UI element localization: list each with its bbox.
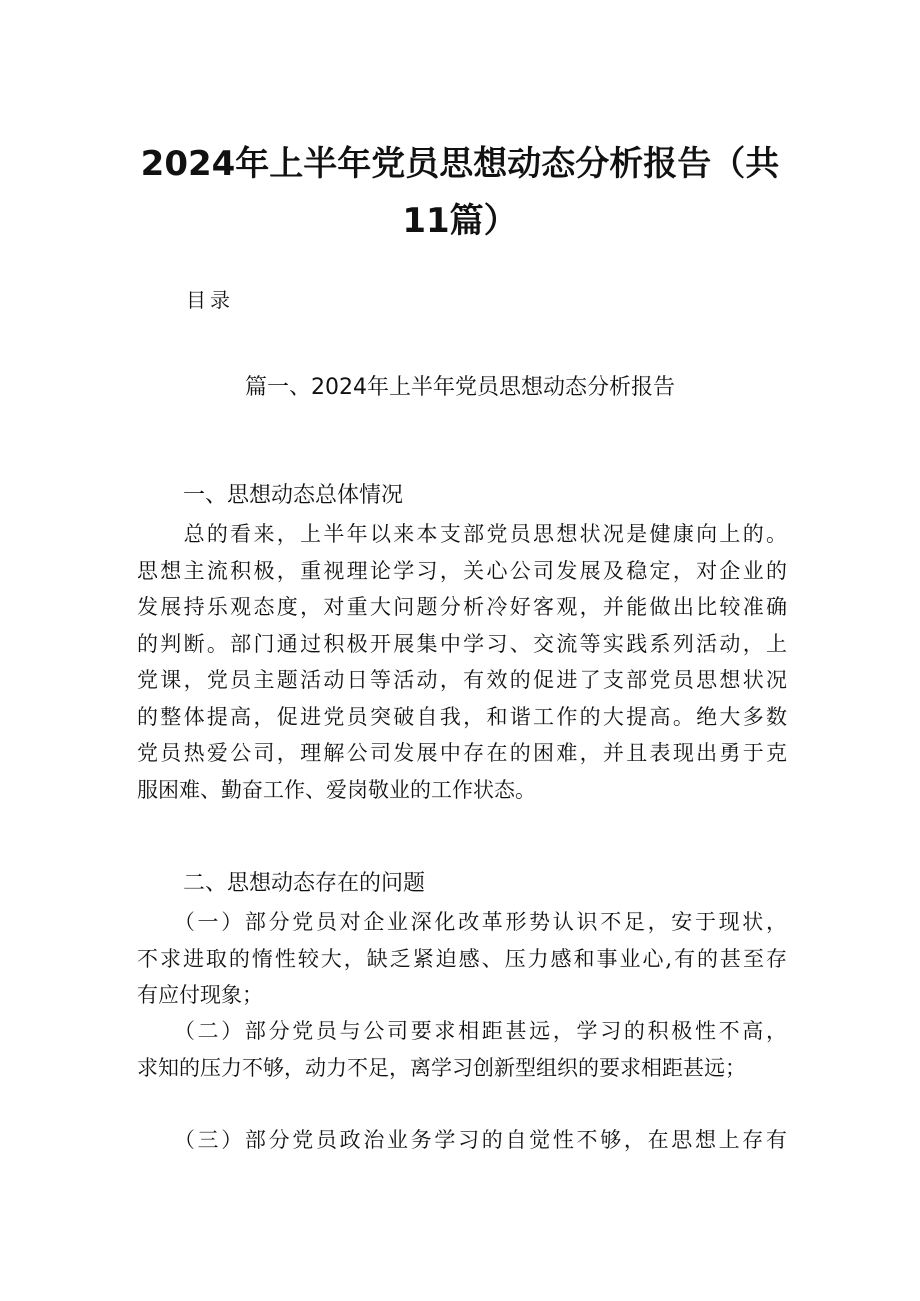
paragraph-line: 有应付现象；: [137, 983, 263, 1007]
item-2-paragraph: [137, 1013, 787, 1086]
paragraph-line: （二）部分党员与公司要求相距甚远，学习的积极性不高，: [137, 1019, 787, 1043]
chapter-title: 篇一、2024年上半年党员思想动态分析报告: [245, 375, 675, 400]
section-2-heading: 二、思想动态存在的问题: [183, 871, 426, 896]
paragraph-line: 发展持乐观态度，对重大问题分析冷好客观，并能做出比较准确: [137, 595, 787, 619]
paragraph-line: 思想主流积极，重视理论学习，关心公司发展及稳定，对企业的: [137, 558, 787, 583]
title-line-1: 2024年上半年党员思想动态分析报告（共: [140, 144, 780, 184]
item-1-paragraph: [137, 904, 787, 1014]
paragraph-line: 党课，党员主题活动日等活动，有效的促进了支部党员思想状况: [137, 668, 787, 692]
paragraph-line: 总的看来，上半年以来本支部党员思想状况是健康向上的。: [137, 522, 787, 546]
title-line-2: 11篇）: [402, 201, 518, 241]
paragraph-line: 的判断。部门通过积极开展集中学习、交流等实践系列活动，上: [137, 631, 787, 656]
paragraph-line: 服困难、勤奋工作、爱岗敬业的工作状态。: [137, 777, 536, 802]
paragraph-line: （一）部分党员对企业深化改革形势认识不足，安于现状，: [137, 910, 787, 934]
paragraph-line: 求知的压力不够，动力不足，离学习创新型组织的要求相距甚远；: [137, 1055, 746, 1080]
paragraph-line: （三）部分党员政治业务学习的自觉性不够，在思想上存有: [137, 1128, 787, 1152]
document-title: [140, 136, 780, 250]
item-3-paragraph: [137, 1122, 787, 1159]
paragraph-line: 的整体提高，促进党员突破自我，和谐工作的大提高。绝大多数: [137, 704, 787, 729]
section-1-heading: 一、思想动态总体情况: [183, 483, 404, 508]
paragraph-line: 党员热爱公司，理解公司发展中存在的困难，并且表现出勇于克: [137, 741, 787, 765]
paragraph-line: 不求进取的惰性较大，缺乏紧迫感、压力感和事业心,有的甚至存: [137, 946, 787, 971]
toc-label: 目录: [186, 288, 234, 312]
section-1-paragraph: [137, 516, 787, 808]
